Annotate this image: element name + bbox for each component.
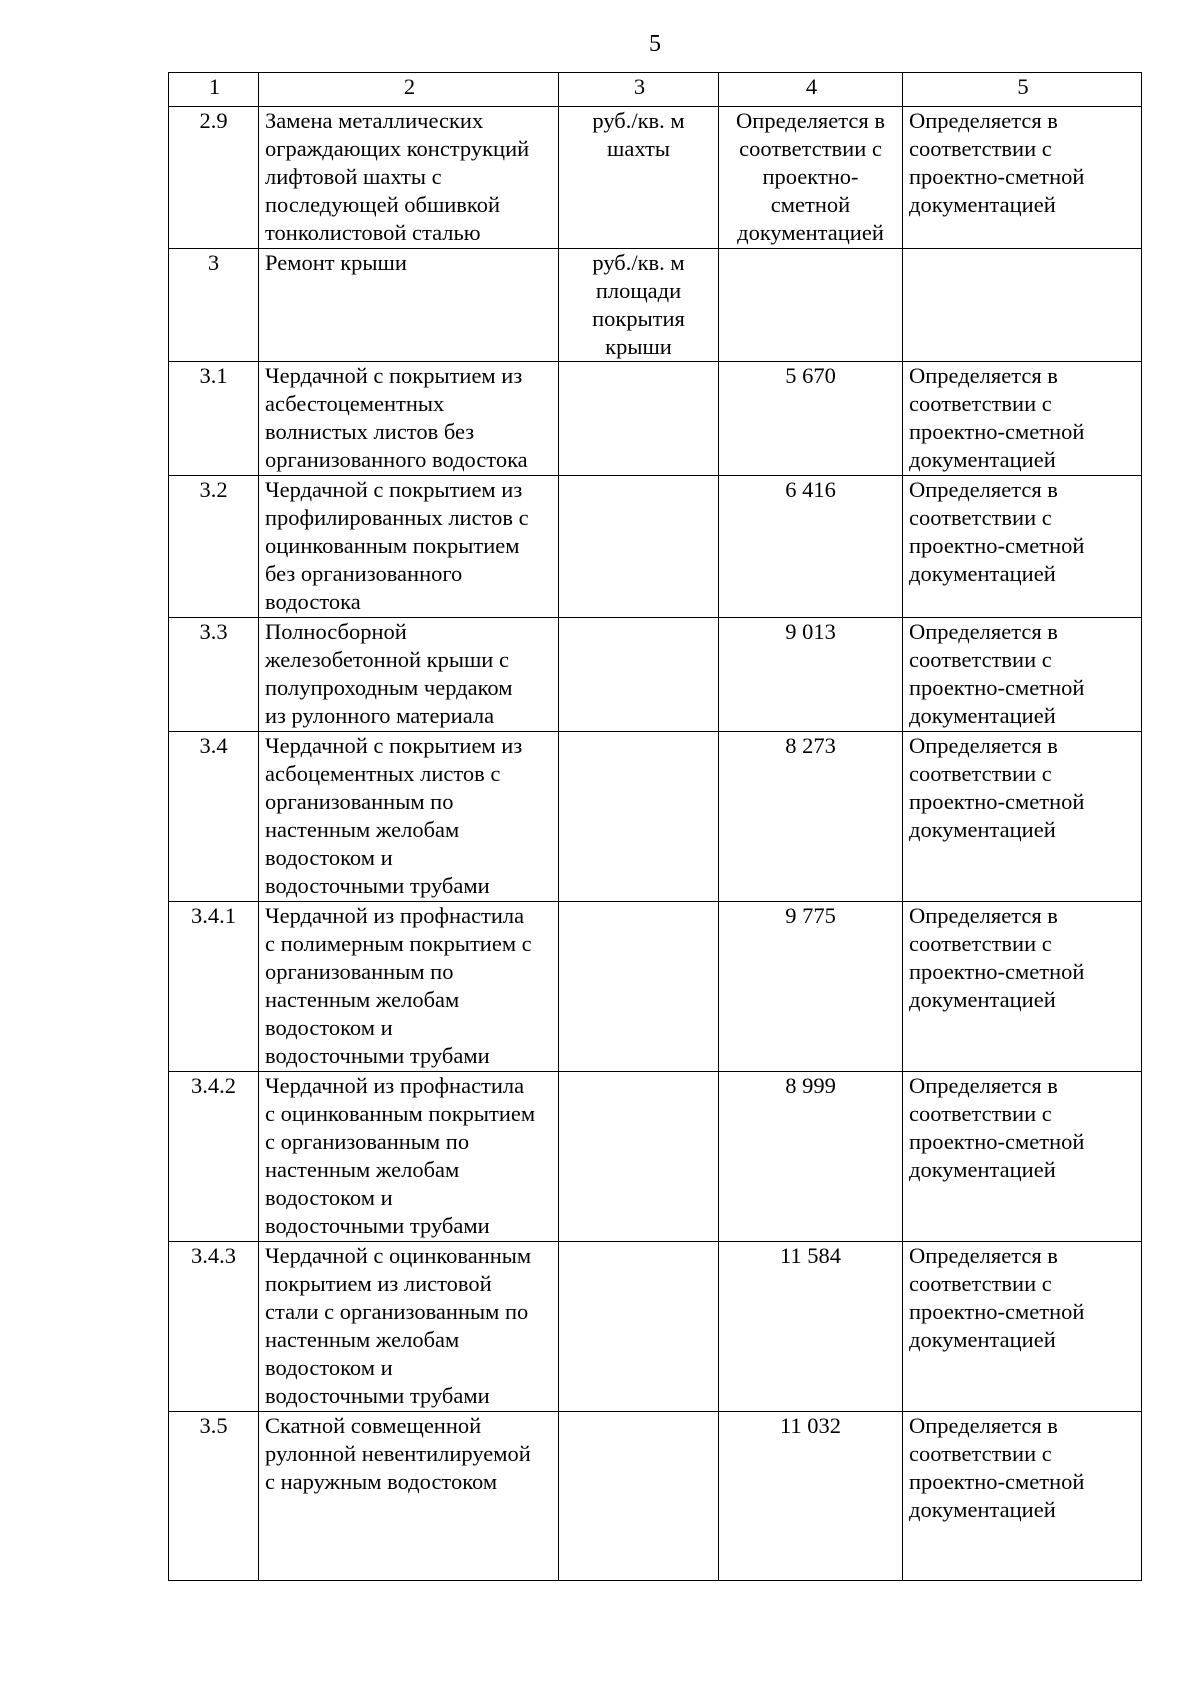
row-number-cell: 3.4.1: [169, 902, 259, 1072]
row-name-cell: Скатной совмещенной рулонной невентилируемой с наружным водостоком: [259, 1412, 559, 1581]
row-value-cell: 11 584: [719, 1242, 903, 1412]
row-note-cell: Определяется в соответствии с проектно-сметной документацией: [903, 1242, 1142, 1412]
row-number-cell: 3.1: [169, 362, 259, 476]
row-note-cell: Определяется в соответствии с проектно-сметной документацией: [903, 1412, 1142, 1581]
table-row: [169, 1242, 1142, 1412]
row-value-cell: 8 273: [719, 732, 903, 902]
row-name-cell: Чердачной с покрытием из асбестоцементных волнистых листов без организованного водостока: [259, 362, 559, 476]
row-note-cell: Определяется в соответствии с проектно-сметной документацией: [903, 1072, 1142, 1242]
row-note-cell: Определяется в соответствии с проектно-сметной документацией: [903, 362, 1142, 476]
row-number-cell: 3.4.2: [169, 1072, 259, 1242]
row-unit-cell: [559, 362, 719, 476]
row-name-cell: Чердачной с покрытием из асбоцементных листов с организованным по настенным желобам водостоком и водосточными трубами: [259, 732, 559, 902]
row-unit-cell: [559, 476, 719, 618]
row-unit-cell: [559, 618, 719, 732]
header-cell-3: 3: [559, 73, 719, 107]
table-row: [169, 476, 1142, 618]
row-name-cell: Замена металлических ограждающих конструкций лифтовой шахты с последующей обшивкой тонколистовой сталью: [259, 107, 559, 249]
row-value-cell: Определяется в соответствии с проектно- сметной документацией: [719, 107, 903, 249]
table-row: [169, 902, 1142, 1072]
row-unit-cell: [559, 732, 719, 902]
row-value-cell: 9 013: [719, 618, 903, 732]
row-unit-cell: [559, 1242, 719, 1412]
row-note-cell: Определяется в соответствии с проектно-сметной документацией: [903, 107, 1142, 249]
row-number-cell: 3.4: [169, 732, 259, 902]
header-cell-4: 4: [719, 73, 903, 107]
row-number-cell: 3.4.3: [169, 1242, 259, 1412]
table-header-row: [169, 73, 1142, 107]
row-unit-cell: [559, 902, 719, 1072]
row-number-cell: 3: [169, 249, 259, 362]
row-value-cell: 8 999: [719, 1072, 903, 1242]
row-unit-cell: [559, 1412, 719, 1581]
row-note-cell: Определяется в соответствии с проектно-сметной документацией: [903, 732, 1142, 902]
header-cell-2: 2: [259, 73, 559, 107]
table-row: [169, 107, 1142, 249]
row-unit-cell: руб./кв. м площади покрытия крыши: [559, 249, 719, 362]
header-cell-5: 5: [903, 73, 1142, 107]
row-value-cell: 11 032: [719, 1412, 903, 1581]
row-value-cell: 5 670: [719, 362, 903, 476]
header-cell-1: 1: [169, 73, 259, 107]
row-note-cell: [903, 249, 1142, 362]
row-unit-cell: [559, 1072, 719, 1242]
row-value-cell: 6 416: [719, 476, 903, 618]
row-name-cell: Ремонт крыши: [259, 249, 559, 362]
rates-table: [168, 72, 1142, 1581]
page-number: 5: [649, 31, 661, 57]
row-name-cell: Полносборной железобетонной крыши с полупроходным чердаком из рулонного материала: [259, 618, 559, 732]
row-number-cell: 3.5: [169, 1412, 259, 1581]
row-name-cell: Чердачной из профнастила с полимерным покрытием с организованным по настенным желобам водостоком и водосточными трубами: [259, 902, 559, 1072]
table-row: [169, 362, 1142, 476]
row-value-cell: [719, 249, 903, 362]
row-number-cell: 3.2: [169, 476, 259, 618]
row-value-cell: 9 775: [719, 902, 903, 1072]
table-row: [169, 249, 1142, 362]
table-row: [169, 732, 1142, 902]
row-name-cell: Чердачной с покрытием из профилированных листов с оцинкованным покрытием без организованного водостока: [259, 476, 559, 618]
row-note-cell: Определяется в соответствии с проектно-сметной документацией: [903, 902, 1142, 1072]
row-name-cell: Чердачной из профнастила с оцинкованным покрытием с организованным по настенным желобам водостоком и водосточными трубами: [259, 1072, 559, 1242]
row-number-cell: 2.9: [169, 107, 259, 249]
row-number-cell: 3.3: [169, 618, 259, 732]
row-note-cell: Определяется в соответствии с проектно-сметной документацией: [903, 618, 1142, 732]
row-name-cell: Чердачной с оцинкованным покрытием из листовой стали с организованным по настенным желобам водостоком и водосточными трубами: [259, 1242, 559, 1412]
row-note-cell: Определяется в соответствии с проектно-сметной документацией: [903, 476, 1142, 618]
table-row: [169, 1072, 1142, 1242]
table-row: [169, 1412, 1142, 1581]
row-unit-cell: руб./кв. м шахты: [559, 107, 719, 249]
table-row: [169, 618, 1142, 732]
